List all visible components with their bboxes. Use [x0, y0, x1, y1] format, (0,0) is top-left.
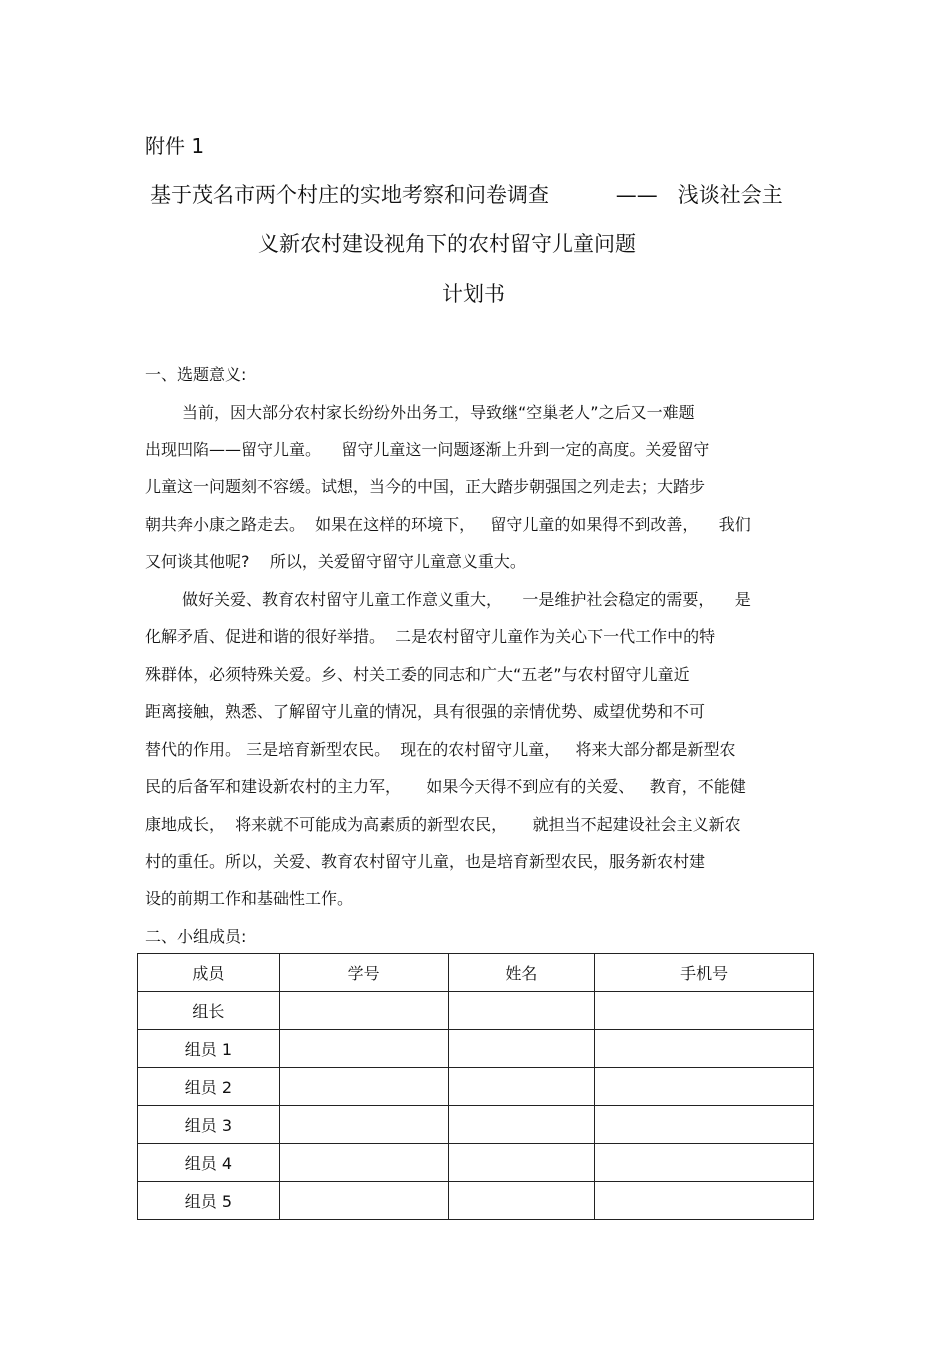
table-header-row [138, 954, 814, 992]
body-line: 又何谈其他呢? 所以，关爱留守留守儿童意义重大。 [145, 552, 526, 571]
name-cell [448, 1106, 595, 1144]
body-line: 村的重任。所以，关爱、教育农村留守儿童，也是培育新型农民，服务新农村建 [145, 852, 706, 871]
name-cell [448, 1182, 595, 1220]
table-row [138, 1068, 814, 1106]
student-id-cell [279, 1144, 448, 1182]
title-line-1: 基于茂名市两个村庄的实地考察和问卷调查 —— 浅谈社会主 [150, 183, 783, 207]
column-header: 成员 [138, 954, 280, 992]
column-header: 学号 [279, 954, 448, 992]
body-line: 距离接触，熟悉、了解留守儿童的情况，具有很强的亲情优势、威望优势和不可 [145, 702, 706, 721]
body-line: 当前，因大部分农村家长纷纷外出务工，导致继“空巢老人”之后又一难题 [182, 403, 695, 422]
body-line: 儿童这一问题刻不容缓。试想，当今的中国，正大踏步朝强国之列走去；大踏步 [145, 477, 706, 496]
table-row [138, 1182, 814, 1220]
name-cell [448, 992, 595, 1030]
table-row [138, 992, 814, 1030]
body-line: 做好关爱、教育农村留守儿童工作意义重大， 一是维护社会稳定的需要， 是 [182, 590, 751, 609]
phone-cell [595, 1182, 814, 1220]
student-id-cell [279, 1182, 448, 1220]
table-row [138, 1030, 814, 1068]
body-line: 出现凹陷——留守儿童。 留守儿童这一问题逐渐上升到一定的高度。关爱留守 [145, 440, 710, 459]
title-line-3: 计划书 [442, 282, 505, 306]
body-line: 民的后备军和建设新农村的主力军， 如果今天得不到应有的关爱、 教育，不能健 [145, 777, 746, 796]
phone-cell [595, 1030, 814, 1068]
student-id-cell [279, 1068, 448, 1106]
body-line: 康地成长， 将来就不可能成为高素质的新型农民， 就担当不起建设社会主义新农 [145, 815, 741, 834]
body-line: 替代的作用。 三是培育新型农民。 现在的农村留守儿童， 将来大部分都是新型农 [145, 740, 736, 759]
role-cell: 组员 5 [138, 1182, 280, 1220]
name-cell [448, 1030, 595, 1068]
phone-cell [595, 1106, 814, 1144]
members-table [137, 953, 814, 1220]
name-cell [448, 1144, 595, 1182]
column-header: 手机号 [595, 954, 814, 992]
name-cell [448, 1068, 595, 1106]
phone-cell [595, 1144, 814, 1182]
title-line-2: 义新农村建设视角下的农村留守儿童问题 [258, 232, 636, 256]
body-line: 殊群体，必须特殊关爱。乡、村关工委的同志和广大“五老”与农村留守儿童近 [145, 665, 690, 684]
body-line: 朝共奔小康之路走去。 如果在这样的环境下， 留守儿童的如果得不到改善， 我们 [145, 515, 751, 534]
role-cell: 组员 1 [138, 1030, 280, 1068]
body-line: 设的前期工作和基础性工作。 [145, 889, 354, 908]
table-row [138, 1144, 814, 1182]
attachment-label: 附件 1 [145, 134, 205, 158]
table-row [138, 1106, 814, 1144]
student-id-cell [279, 1030, 448, 1068]
phone-cell [595, 1068, 814, 1106]
role-cell: 组员 2 [138, 1068, 280, 1106]
column-header: 姓名 [448, 954, 595, 992]
section2-heading: 二、小组成员: [145, 927, 247, 946]
body-line: 化解矛盾、促进和谐的很好举措。 二是农村留守儿童作为关心下一代工作中的特 [145, 627, 716, 646]
section1-heading: 一、选题意义: [145, 365, 247, 384]
role-cell: 组员 4 [138, 1144, 280, 1182]
role-cell: 组员 3 [138, 1106, 280, 1144]
phone-cell [595, 992, 814, 1030]
role-cell: 组长 [138, 992, 280, 1030]
student-id-cell [279, 992, 448, 1030]
student-id-cell [279, 1106, 448, 1144]
